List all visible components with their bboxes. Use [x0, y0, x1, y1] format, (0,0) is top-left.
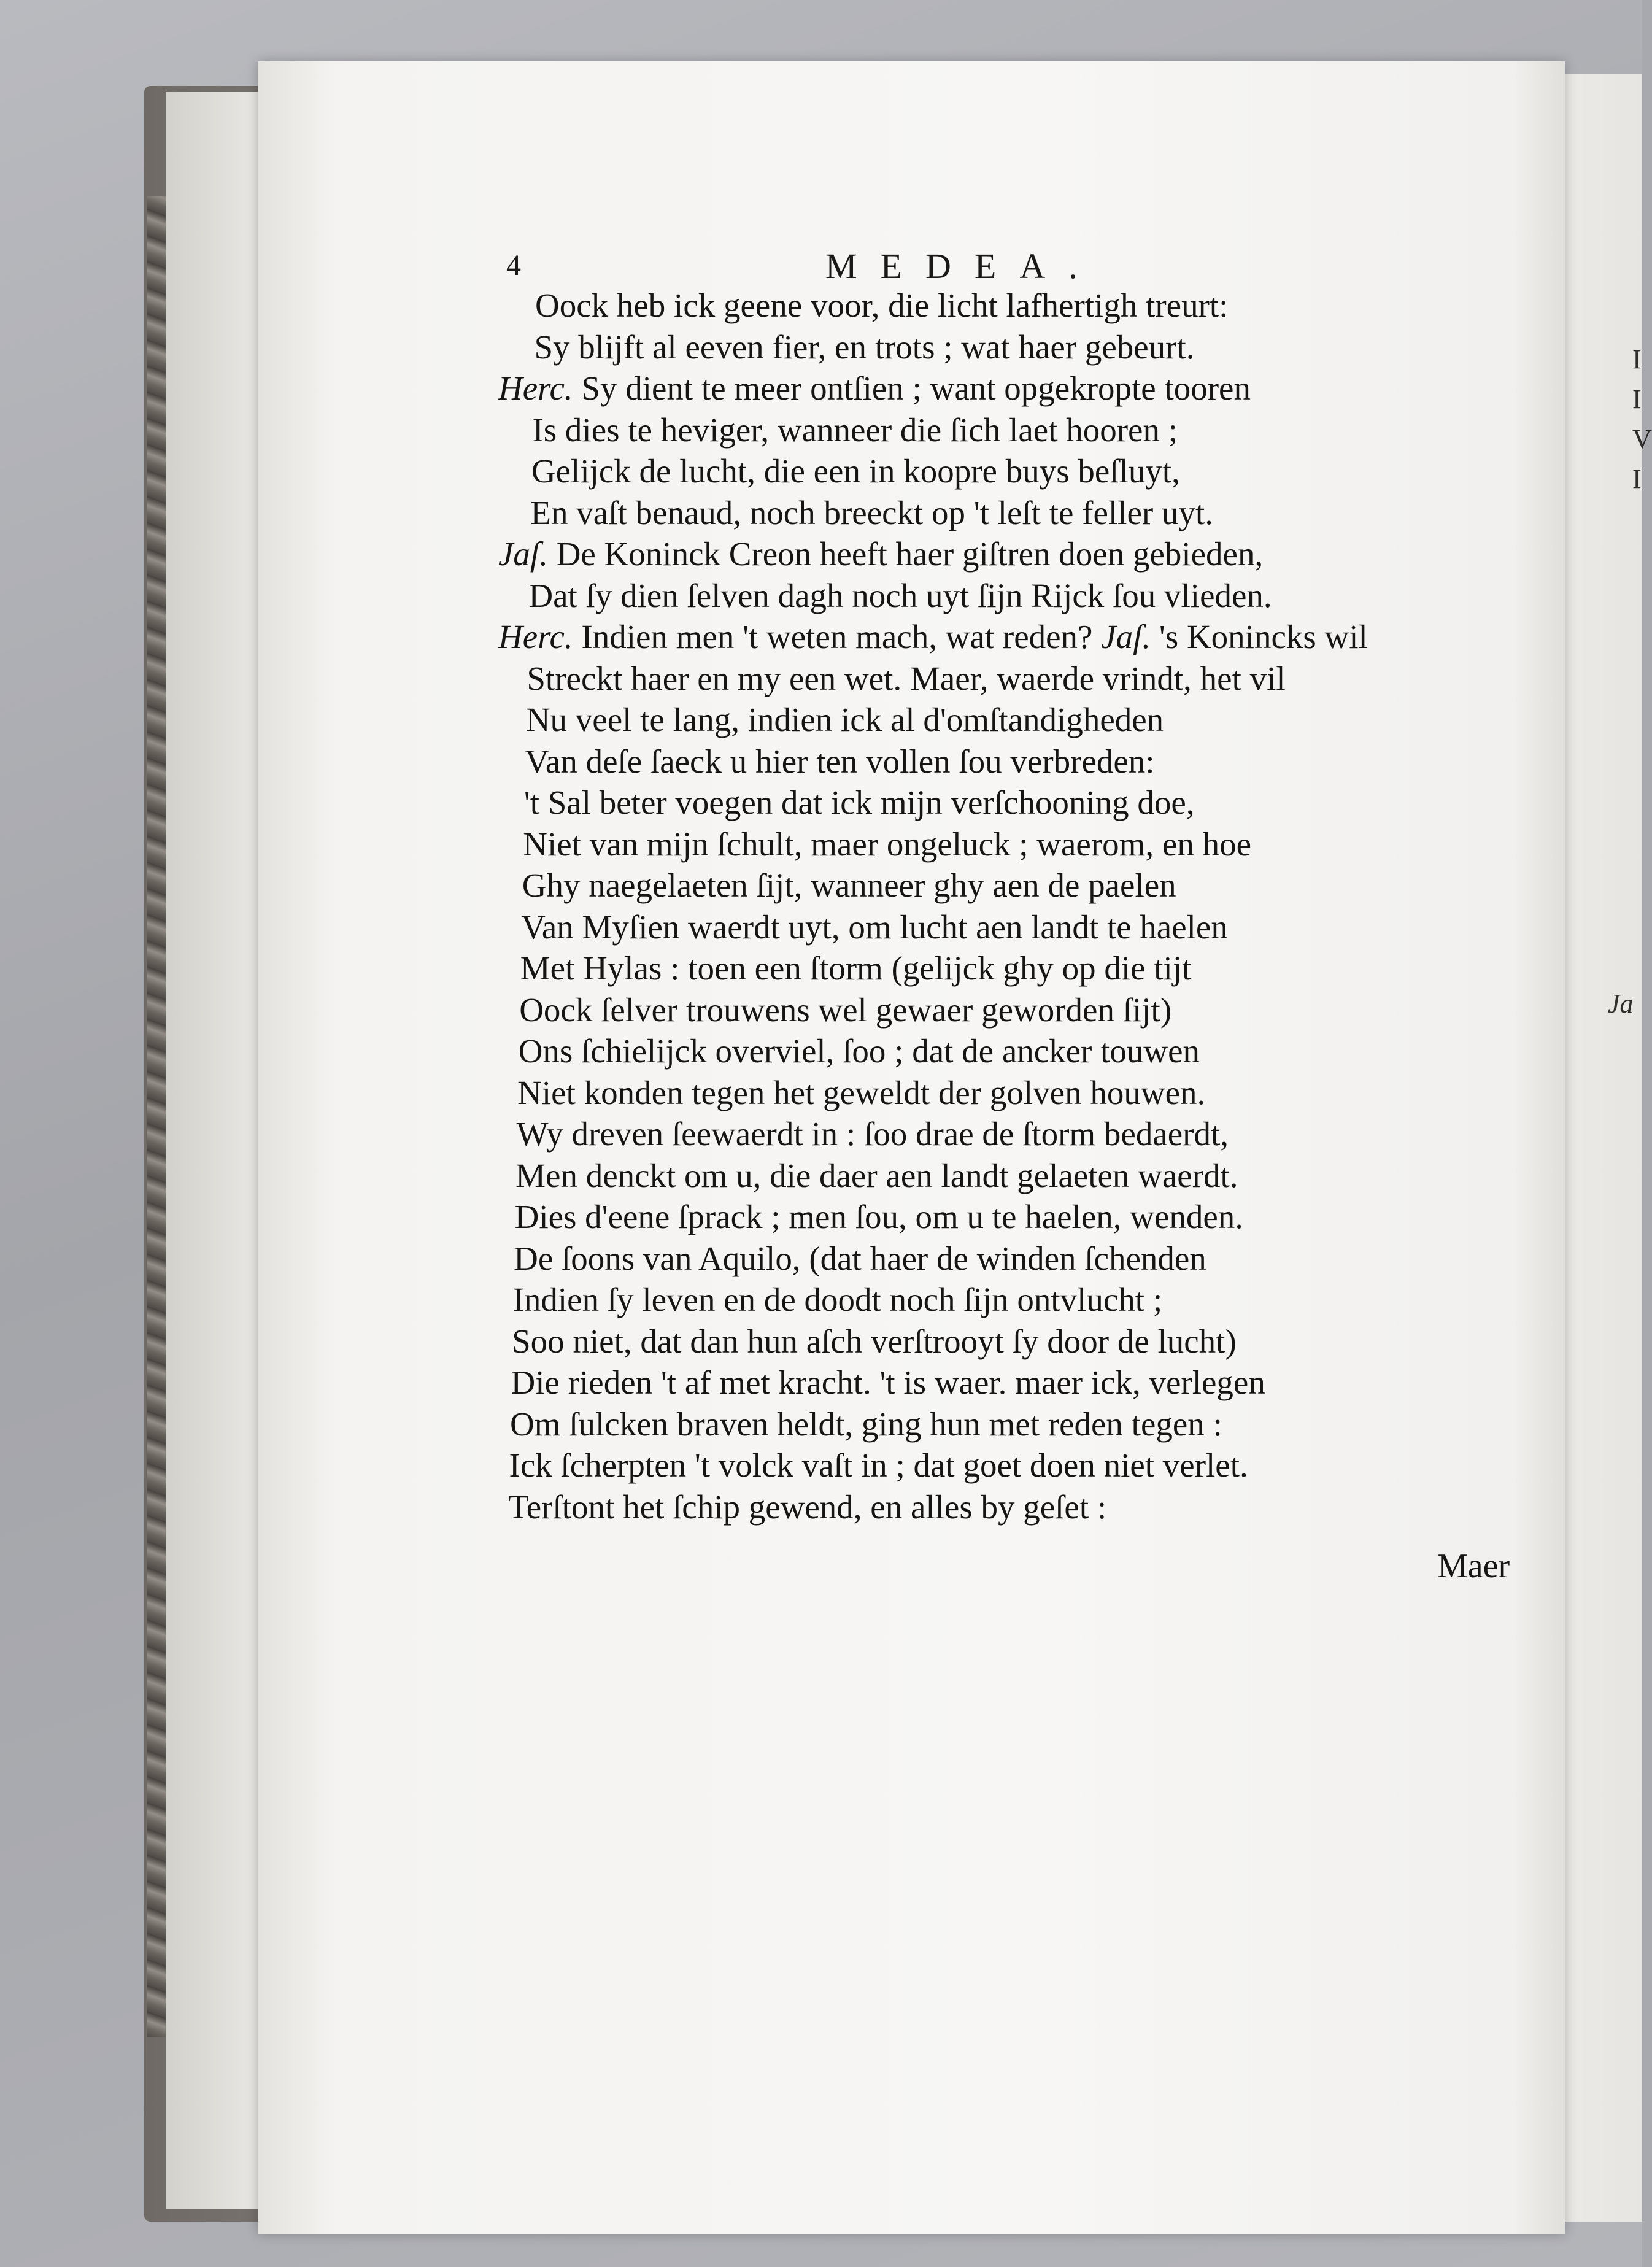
- verse-line: [528, 576, 1272, 614]
- verse-line-text: Van Myſien waerdt uyt, om lucht aen landt te haelen: [521, 908, 1228, 946]
- facing-fragment: I: [1632, 344, 1642, 374]
- verse-line: [534, 330, 1194, 364]
- verse-line-text: Sy blijft al eeven fier, en trots ; wat haer gebeurt.: [534, 328, 1195, 366]
- verse-line: [514, 1239, 1206, 1277]
- verse-line: [498, 371, 1251, 405]
- verse-line-text: Streckt haer en my een wet. Maer, waerde vrindt, het vil: [527, 659, 1286, 697]
- speaker-label: Jaſ.: [498, 535, 557, 573]
- verse-line: [508, 1490, 1106, 1524]
- verse-line: [526, 703, 1164, 736]
- page-number: 4: [506, 249, 521, 282]
- verse-line-text: Soo niet, dat dan hun aſch verſtrooyt ſy door de lucht): [512, 1322, 1237, 1360]
- verse-line-text: Indien ſy leven en de doodt noch ſijn ontvlucht ;: [512, 1281, 1163, 1318]
- verse-line-text: Die rieden 't af met kracht. 't is waer. maer ick, verlegen: [511, 1364, 1265, 1401]
- verse-line: [520, 951, 1192, 985]
- verse-line: [509, 1448, 1248, 1482]
- verse-line-text: De Koninck Creon heeft haer giſtren doen gebieden,: [556, 535, 1264, 573]
- verse-line: [513, 1283, 1163, 1316]
- speaker-label: Herc.: [498, 618, 582, 655]
- verse-line: [517, 1117, 1229, 1151]
- catchword: Maer: [1437, 1547, 1510, 1585]
- facing-fragment: I: [1632, 384, 1642, 414]
- verse-text: [0, 288, 1642, 1577]
- verse-line: [531, 454, 1180, 488]
- verse-line: [512, 1324, 1237, 1358]
- verse-line-text: Men denckt om u, die daer aen landt gelaeten waerdt.: [515, 1156, 1238, 1194]
- verse-line: [515, 1200, 1243, 1234]
- verse-line: [525, 744, 1154, 778]
- verse-line: [535, 288, 1228, 322]
- verse-line: [522, 868, 1176, 902]
- facing-fragment: I: [1632, 464, 1642, 494]
- verse-line-text: Niet van mijn ſchult, maer ongeluck ; waerom, en hoe: [523, 825, 1251, 863]
- verse-line-text: Indien men 't weten mach, wat reden?: [581, 618, 1093, 655]
- verse-line-text: Ick ſcherpten 't volck vaſt in ; dat goet doen niet verlet.: [509, 1446, 1248, 1484]
- verse-line: [519, 993, 1171, 1027]
- verse-line: [521, 910, 1228, 944]
- verse-line-text: Wy dreven ſeewaerdt in : ſoo drae de ſtorm bedaerdt,: [516, 1115, 1229, 1153]
- verse-line-text: Dat ſy dien ſelven dagh noch uyt ſijn Rijck ſou vlieden.: [528, 576, 1272, 614]
- verse-line: [523, 827, 1251, 861]
- verse-line-text: De ſoons van Aquilo, (dat haer de winden ſchenden: [514, 1239, 1206, 1277]
- verse-line-text: Is dies te heviger, wanneer die ſich laet hooren ;: [532, 411, 1178, 449]
- verse-line: [524, 786, 1195, 819]
- verse-line: [498, 537, 1263, 571]
- verse-line-text: Gelijck de lucht, die een in koopre buys beſluyt,: [531, 452, 1180, 490]
- verse-line: [498, 620, 1368, 654]
- facing-fragment: V: [1632, 424, 1652, 454]
- verse-line-text: En vaſt benaud, noch breeckt op 't leſt te feller uyt.: [530, 493, 1213, 531]
- verse-line: [517, 1073, 1206, 1111]
- verse-line-text: Van deſe ſaeck u hier ten vollen ſou verbreden:: [525, 742, 1155, 780]
- verse-line-text: 't Sal beter voegen dat ick mijn verſchooning doe,: [523, 784, 1195, 821]
- speaker-label: Jaſ.: [1092, 618, 1159, 655]
- speaker-label: Herc.: [498, 369, 582, 407]
- facing-fragment: Ja: [1608, 989, 1634, 1019]
- verse-line-text: Oock ſelver trouwens wel gewaer geworden ſijt): [519, 991, 1172, 1029]
- verse-line-text: Ghy naegelaeten ſijt, wanneer ghy aen de paelen: [522, 867, 1176, 904]
- verse-line-text: Sy dient te meer ontſien ; want opgekropte tooren: [581, 369, 1251, 407]
- verse-line: [511, 1365, 1265, 1399]
- verse-line-text: Nu veel te lang, indien ick al d'omſtandigheden: [525, 701, 1164, 738]
- verse-line: [527, 659, 1286, 697]
- verse-line: [515, 1156, 1238, 1194]
- verse-line: [530, 493, 1213, 531]
- verse-line-text: Dies d'eene ſprack ; men ſou, om u te haelen, wenden.: [514, 1198, 1244, 1235]
- verse-line-text: 's Konincks wil: [1159, 618, 1368, 655]
- verse-line-text: Niet konden tegen het geweldt der golven houwen.: [517, 1073, 1206, 1111]
- verse-line-text: Oock heb ick geene voor, die licht lafhertigh treurt:: [535, 287, 1229, 324]
- verse-line: [510, 1407, 1222, 1441]
- verse-line: [519, 1034, 1200, 1068]
- verse-line-text: Ons ſchielijck overviel, ſoo ; dat de ancker touwen: [518, 1032, 1200, 1070]
- verse-line-text: Om ſulcken braven heldt, ging hun met reden tegen :: [510, 1405, 1222, 1443]
- verse-line: [532, 413, 1178, 447]
- verse-line-text: Terſtont het ſchip gewend, en alles by geſet :: [508, 1488, 1107, 1526]
- running-head: MEDEA.: [825, 246, 1101, 286]
- verse-line-text: Met Hylas : toen een ſtorm (gelijck ghy op die tijt: [520, 949, 1192, 987]
